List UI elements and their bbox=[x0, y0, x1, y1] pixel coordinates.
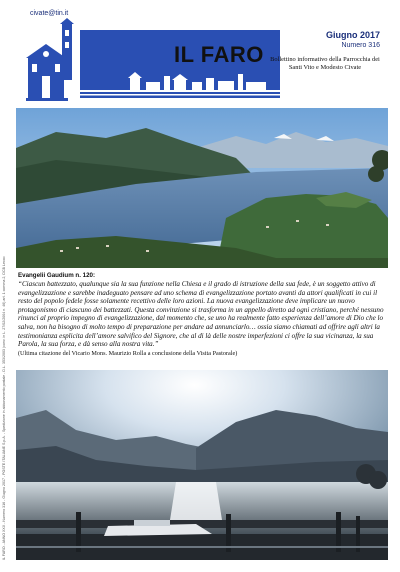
town-skyline-graphic bbox=[70, 64, 280, 98]
newsletter-title: IL FARO bbox=[174, 42, 264, 67]
lake-landscape-photo bbox=[16, 108, 388, 268]
bulletin-subtitle: Bollettino informativo della Parrocchia dei Santi Vito e Modesto Civate bbox=[270, 56, 380, 71]
article bbox=[18, 272, 386, 358]
quote-reference: Evangelii Gaudium n. 120: bbox=[18, 272, 96, 279]
quote-body: “Ciascun battezzato, qualunque sia la sua funzione nella Chiesa e il grado di istruzione della sua fede, è un soggetto attivo di evangelizzazione e sarebbe inadeguato pensare ad uno schema di evangelizzazione portato avanti da attori qualificati in cui il resto del popolo fedele fosse solamente recettivo delle loro azioni. La nuova evangelizzazione deve implicare un nuovo protagonismo di ciascuno dei battezzati. Questa convinzione si trasforma in un appello diretto ad ogni cristiano, perché nessuno rinunci al proprio impegno di evangelizzazione, dal momento che, se uno ha realmente fatto esperienza dell’amore di Dio che lo salva, non ha bisogno di molto tempo di preparazione per andare ad annunciarlo… ossia siamo chiamati ad offrire agli altri la testimonianza esplicita dell’amore salvifico del Signore, che al di là delle nostre imperfezioni ci offre la sua vicinanza, la sua Parola, la sua forza, e dà senso alla nostra vita.” bbox=[18, 280, 384, 349]
contact-email: civate@tin.it bbox=[30, 10, 69, 17]
issue-number: Numero 316 bbox=[341, 42, 380, 49]
postal-info-vertical: IL FARO - ANNO XXX - Numero 316 - Giugno 2017 - POSTE ITALIANE S.p.A. - Spedizione in abbonamento postale - D.L. 353/2003 (conv. in L. 27/02/2004 n. 46) art. 1 comma 2, DCB Lecco bbox=[2, 256, 6, 560]
quote-source: (Ultima citazione del Vicario Mons. Maurizio Rolla a conclusione della Visita Pastorale) bbox=[18, 349, 238, 357]
masthead bbox=[14, 10, 390, 102]
issue-date: Giugno 2017 bbox=[325, 30, 380, 40]
church-logo bbox=[22, 18, 80, 102]
lake-sunset-photo bbox=[16, 370, 388, 560]
